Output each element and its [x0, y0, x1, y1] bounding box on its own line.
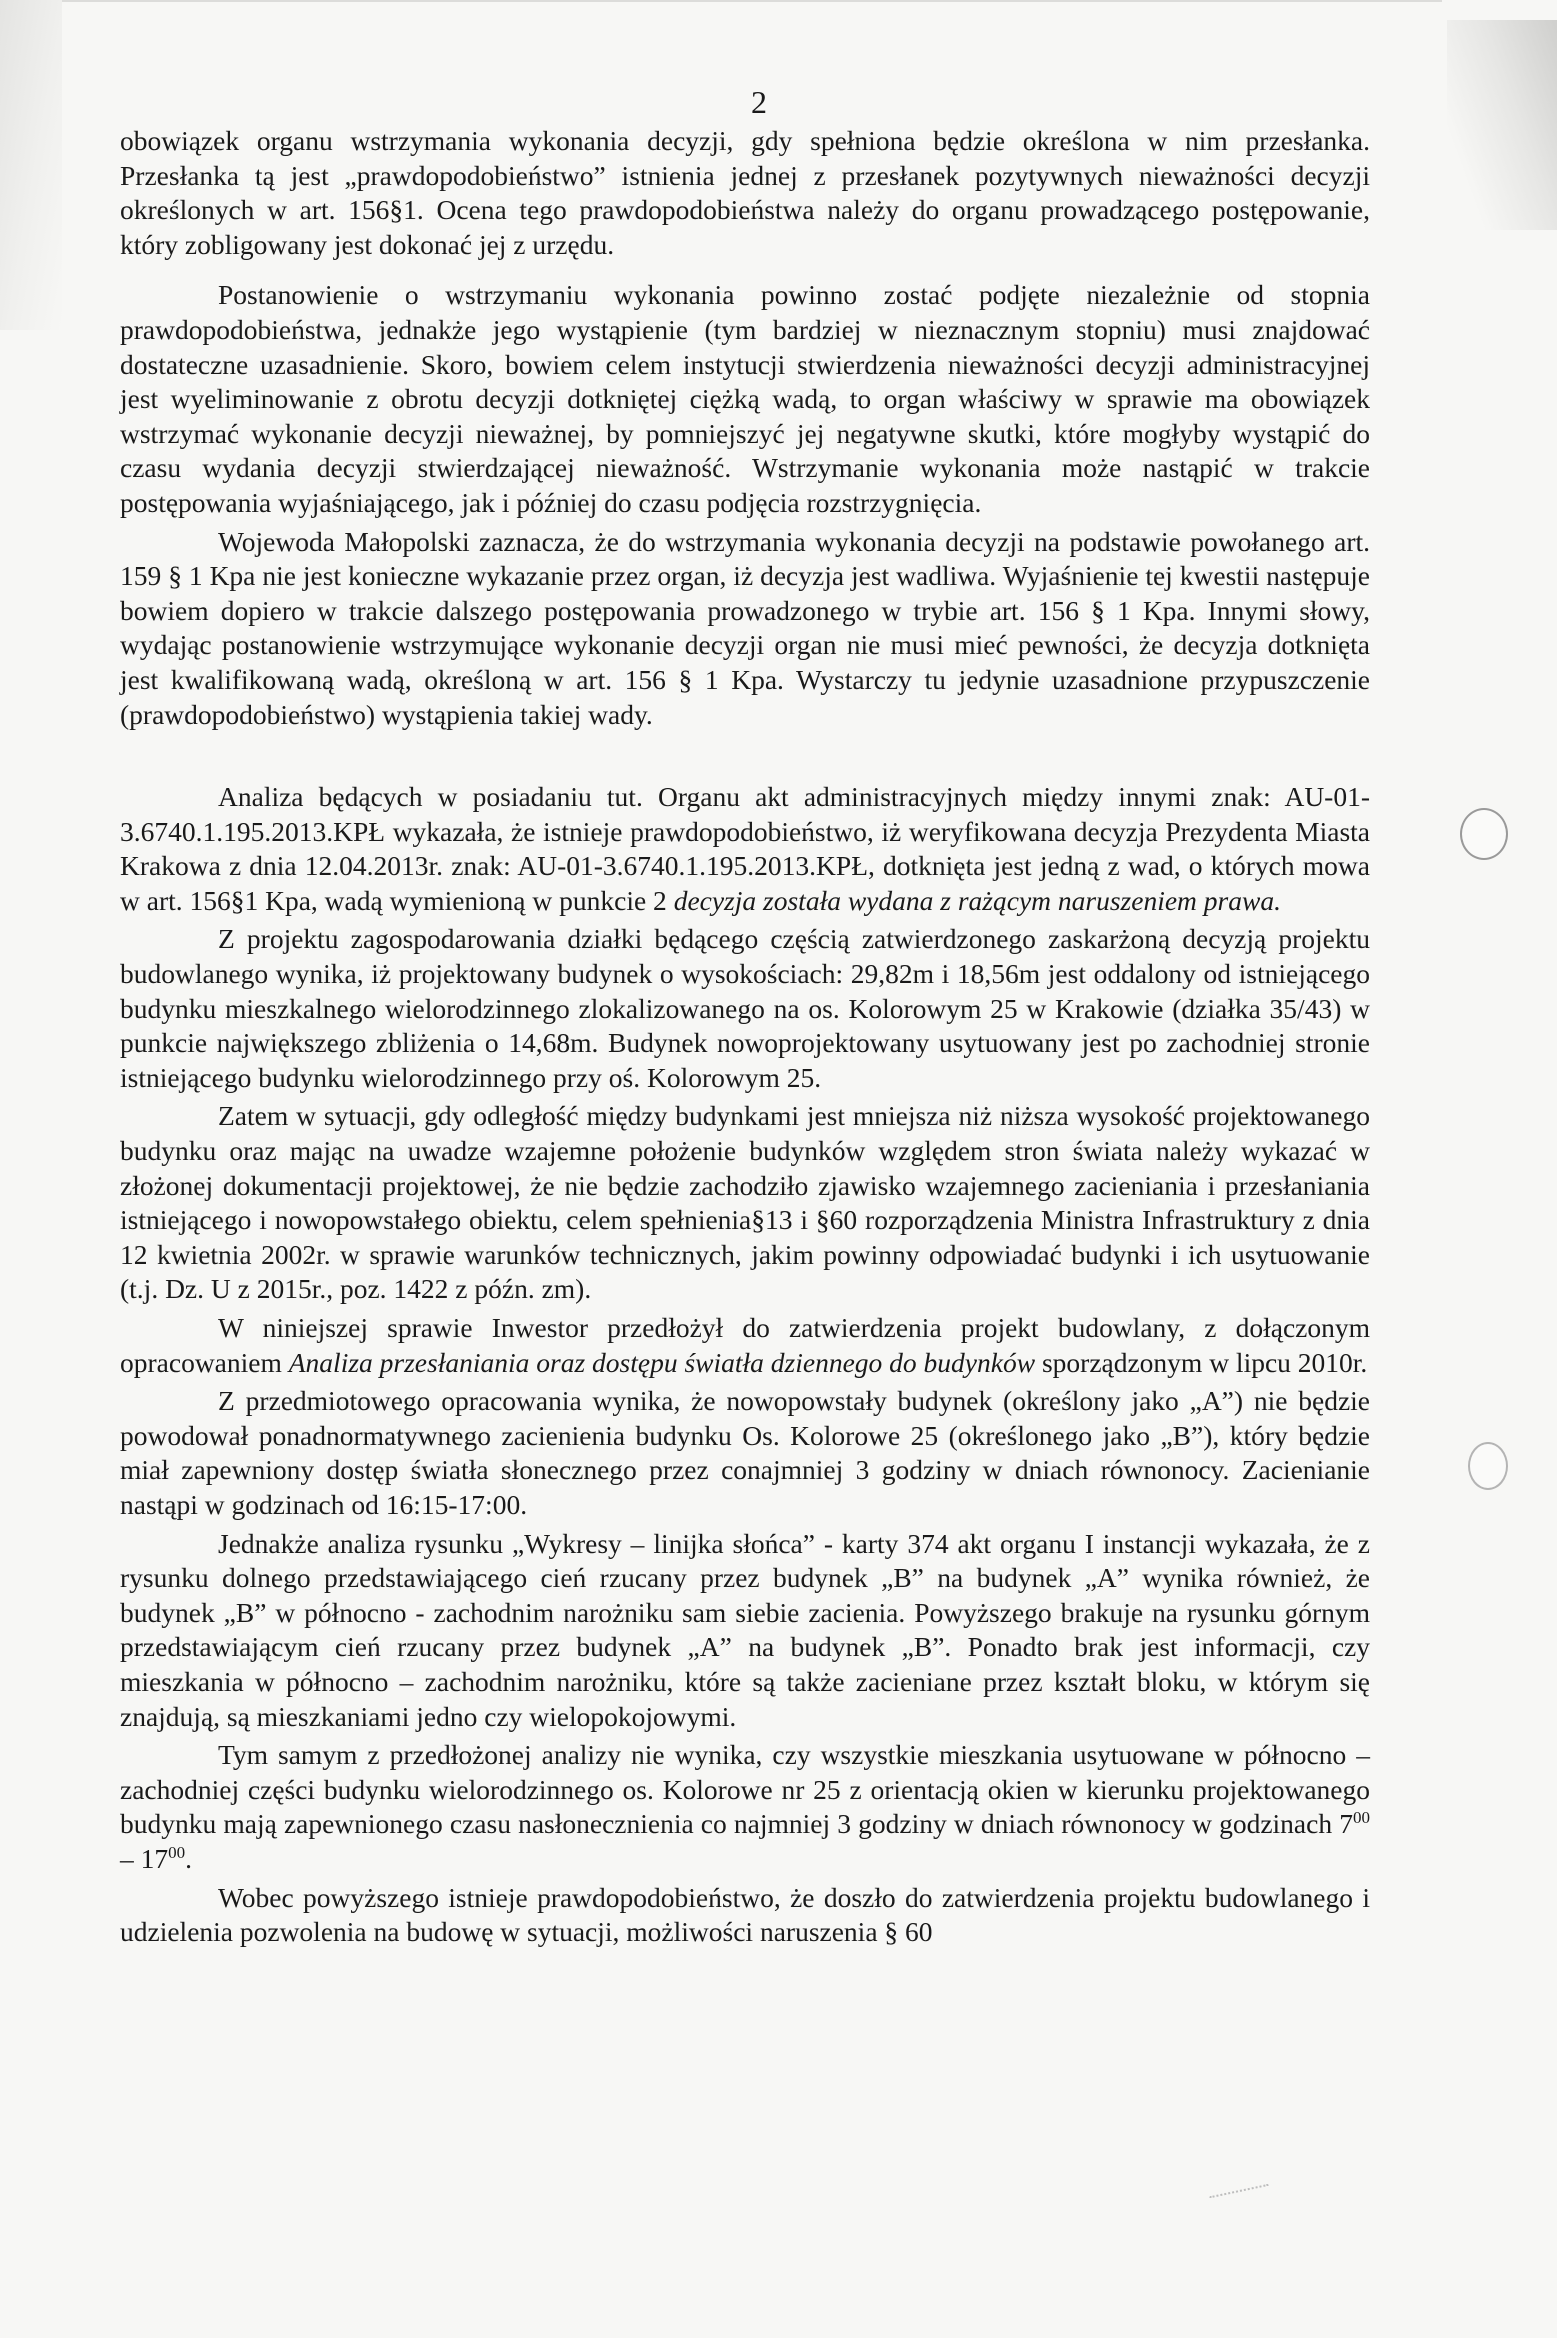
paragraph-10	[120, 1738, 1370, 1876]
scan-shadow-right	[1447, 20, 1557, 230]
paragraph-10-dash: – 17	[120, 1842, 169, 1874]
scan-shadow-left	[0, 0, 62, 330]
document-body	[120, 124, 1370, 1950]
paragraph-11: Wobec powyższego istnieje prawdopodobieństwo, że doszło do zatwierdzenia projektu budowlanego i udzielenia pozwolenia na budowę w sytuacji, możliwości naruszenia § 60	[120, 1881, 1370, 1948]
paragraph-4	[120, 780, 1370, 918]
paragraph-7	[120, 1311, 1370, 1380]
paragraph-8: Z przedmiotowego opracowania wynika, że nowopowstały budynek (określony jako „A”) nie będzie powodował ponadnormatywnego zacienienia budynku Os. Kolorowe 25 (określonego jako „B”), który będzie miał zapewniony dostęp światła słonecznego przez conajmniej 3 godziny w dniach równonocy. Zacienianie nastąpi w godzinach od 16:15-17:00.	[120, 1385, 1370, 1520]
page-number: 2	[751, 84, 767, 120]
paragraph-2: Postanowienie o wstrzymaniu wykonania powinno zostać podjęte niezależnie od stopnia prawdopodobieństwa, jednakże jego wystąpienie (tym bardziej w nieznacznym stopniu) musi znajdować dostateczne uzasadnienie. Skoro, bowiem celem instytucji stwierdzenia nieważności decyzji administracyjnej jest wyeliminowanie z obrotu decyzji dotkniętej ciężką wadą, to organ właściwy w sprawie ma obowiązek wstrzymać wykonanie decyzji nieważnej, by pomniejszyć jej negatywne skutki, które mogłyby wystąpić do czasu wydania decyzji stwierdzającej nieważność. Wstrzymanie wykonania może nastąpić w trakcie postępowania wyjaśniającego, jak i później do czasu podjęcia rozstrzygnięcia.	[120, 279, 1370, 518]
scan-edge-top	[62, 0, 1442, 2]
paragraph-10-end: .	[185, 1842, 193, 1874]
time-superscript-end: 00	[168, 1842, 186, 1862]
paragraph-6: Zatem w sytuacji, gdy odległość między budynkami jest mniejsza niż niższa wysokość projektowanego budynku oraz mając na uwadze wzajemne położenie budynków względem stron świata należy wykazać w złożonej dokumentacji projektowej, że nie będzie zachodziło zjawisko wzajemnego zacieniania i przesłaniania istniejącego i nowopowstałego obiektu, celem spełnienia§13 i §60 rozporządzenia Ministra Infrastruktury z dnia 12 kwietnia 2002r. w sprawie warunków technicznych, jakim powinny odpowiadać budynki i ich usytuowanie (t.j. Dz. U z 2015r., poz. 1422 z późn. zm).	[120, 1100, 1370, 1305]
time-superscript-start: 00	[1352, 1808, 1370, 1828]
paragraph-4-text: Analiza będących w posiadaniu tut. Organu akt administracyjnych między innymi znak: AU-01-3.6740.1.195.2013.KPŁ wykazała, że istnieje prawdopodobieństwo, iż weryfikowana decyzja Prezydenta Miasta Krakowa z dnia 12.04.2013r. znak: AU-01-3.6740.1.195.2013.KPŁ, dotknięta jest jedną z wad, o których mowa w art. 156§1 Kpa, wadą wymienioną w punkcie 2	[120, 781, 1370, 916]
paragraph-7-italic: Analiza przesłaniania oraz dostępu światła dziennego do budynków	[288, 1346, 1036, 1378]
punch-hole-mark	[1460, 808, 1508, 860]
pen-mark	[1209, 2184, 1270, 2208]
paragraph-1: obowiązek organu wstrzymania wykonania decyzji, gdy spełniona będzie określona w nim przesłanka. Przesłanka tą jest „prawdopodobieństwo” istnienia jednej z przesłanek pozytywnych nieważności decyzji określonych w art. 156§1. Ocena tego prawdopodobieństwa należy do organu prowadzącego postępowanie, który zobligowany jest dokonać jej z urzędu.	[120, 125, 1370, 260]
punch-hole-mark	[1468, 1442, 1508, 1490]
paragraph-9: Jednakże analiza rysunku „Wykresy – linijka słońca” - karty 374 akt organu I instancji wykazała, że z rysunku dolnego przedstawiającego cień rzucany przez budynek „B” na budynek „A” wynika również, że budynek „B” w północno - zachodnim narożniku sam siebie zacienia. Powyższego brakuje na rysunku górnym przedstawiającym cień rzucany przez budynek „A” na budynek „B”. Ponadto brak jest informacji, czy mieszkania w północno – zachodnim narożniku, które są także zacieniane przez kształt bloku, w którym się znajdują, są mieszkaniami jedno czy wielopokojowymi.	[120, 1527, 1370, 1732]
paragraph-7-tail: sporządzonym w lipcu 2010r.	[1035, 1346, 1368, 1378]
paragraph-7-text: W niniejszej sprawie Inwestor przedłożył do zatwierdzenia projekt budowlany, z dołączonym opracowaniem	[120, 1312, 1370, 1378]
paragraph-4-italic: decyzja została wydana z rażącym naruszeniem prawa.	[673, 884, 1281, 916]
paragraph-5: Z projektu zagospodarowania działki będącego częścią zatwierdzonego zaskarżoną decyzją projektu budowlanego wynika, iż projektowany budynek o wysokościach: 29,82m i 18,56m jest oddalony od istniejącego budynku mieszkalnego wielorodzinnego zlokalizowanego na os. Kolorowym 25 w Krakowie (działka 35/43) w punkcie największego zbliżenia o 14,68m. Budynek nowoprojektowany usytuowany jest po zachodniej stronie istniejącego budynku wielorodzinnego przy oś. Kolorowym 25.	[120, 923, 1370, 1093]
paragraph-3: Wojewoda Małopolski zaznacza, że do wstrzymania wykonania decyzji na podstawie powołanego art. 159 § 1 Kpa nie jest konieczne wykazanie przez organ, iż decyzja jest wadliwa. Wyjaśnienie tej kwestii następuje bowiem dopiero w trakcie dalszego postępowania prowadzonego w trybie art. 156 § 1 Kpa. Innymi słowy, wydając postanowienie wstrzymujące wykonanie decyzji organ nie musi mieć pewności, że decyzja dotknięta jest kwalifikowaną wadą, określoną w art. 156 § 1 Kpa. Wystarczy tu jedynie uzasadnione przypuszczenie (prawdopodobieństwo) wystąpienia takiej wady.	[120, 525, 1370, 730]
paragraph-10-text: Tym samym z przedłożonej analizy nie wynika, czy wszystkie mieszkania usytuowane w północno – zachodniej części budynku wielorodzinnego os. Kolorowe nr 25 z orientacją okien w kierunku projektowanego budynku mają zapewnionego czasu nasłonecznienia co najmniej 3 godziny w dniach równonocy w godzinach 7	[120, 1739, 1370, 1840]
